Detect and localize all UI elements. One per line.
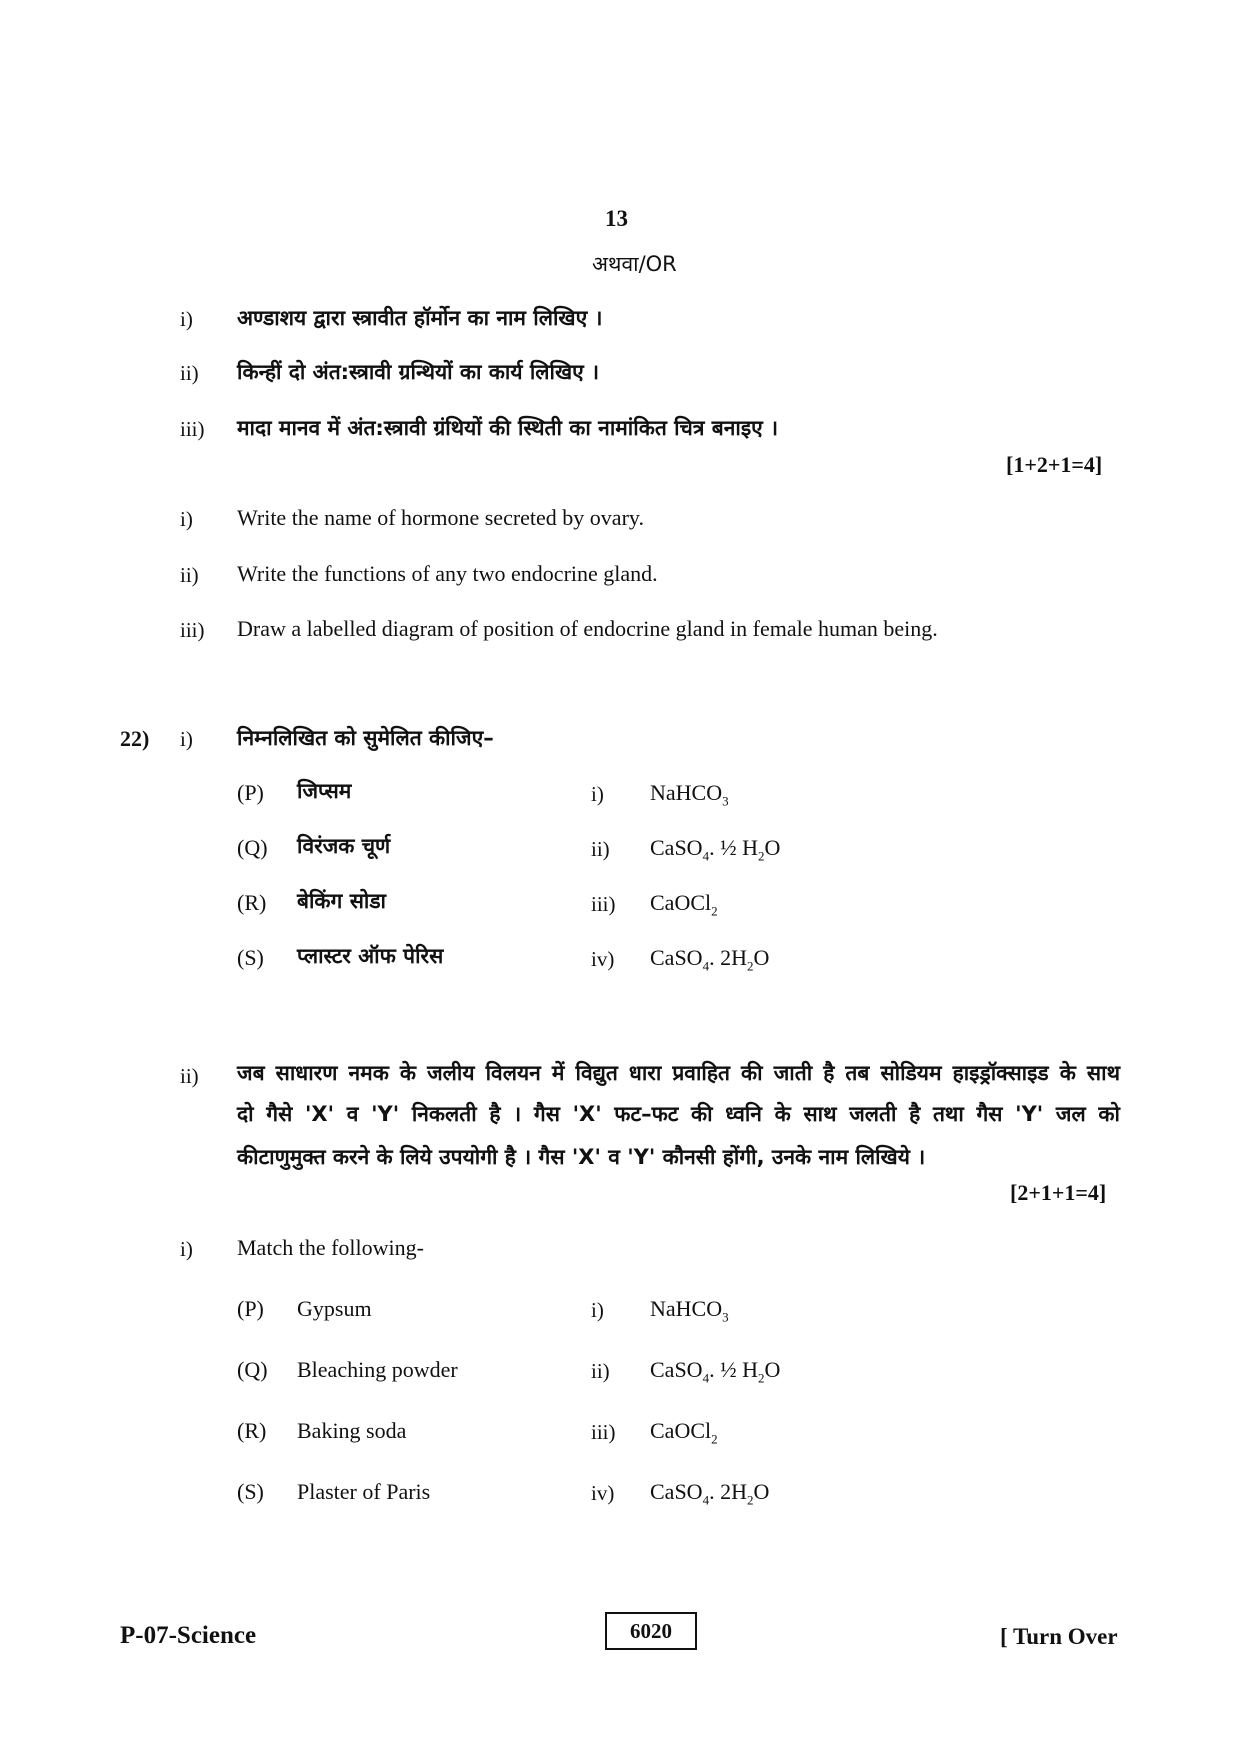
- formula-caocl2: CaOCl$_2$: [650, 1418, 718, 1447]
- question-number: ii): [180, 361, 199, 385]
- match-key: (R): [237, 1418, 267, 1443]
- marks-label: [1+2+1=4]: [1006, 452, 1103, 477]
- match-key: (Q): [237, 835, 268, 860]
- match-item: बेकिंग सोडा: [297, 889, 387, 913]
- match-option: iv): [591, 1481, 615, 1505]
- question-part-number: i): [180, 1237, 193, 1261]
- formula-nahco3: NaHCO$_3$: [650, 1296, 729, 1325]
- question-paragraph-line: दो गैसे 'X' व 'Y' निकलती है । गैस 'X' फट–फट की ध्वनि के साथ जलती है तथा गैस 'Y' जल को: [237, 1102, 1120, 1126]
- match-item: Baking soda: [297, 1418, 407, 1443]
- question-paragraph-line: कीटाणुमुक्त करने के लिये उपयोगी है । गैस 'X' व 'Y' कौनसी होंगी, उनके नाम लिखिये ।: [237, 1145, 926, 1169]
- match-item: जिप्सम: [297, 779, 352, 803]
- formula-caso4-2h2o: CaSO$_4$. $2H_2O$: [650, 1479, 770, 1508]
- question-text: Draw a labelled diagram of position of endocrine gland in female human being.: [237, 616, 938, 641]
- match-option: iv): [591, 947, 615, 971]
- question-text: निम्नलिखित को सुमेलित कीजिए–: [237, 726, 494, 750]
- question-part-number: ii): [180, 1064, 199, 1088]
- formula-nahco3: NaHCO$_3$: [650, 780, 729, 809]
- match-item: प्लास्टर ऑफ पेरिस: [297, 944, 444, 968]
- question-part-number: i): [180, 727, 193, 751]
- question-text: अण्डाशय द्वारा स्त्रावीत हॉर्मोन का नाम लिखिए ।: [237, 306, 603, 330]
- formula-caso4-half-h2o: CaSO$_4$. ½ $H_2O$: [650, 835, 781, 864]
- match-item: Bleaching powder: [297, 1357, 458, 1382]
- formula-caso4-2h2o: CaSO$_4$. $2H_2O$: [650, 945, 770, 974]
- question-number: iii): [180, 417, 205, 441]
- match-option: ii): [591, 1359, 610, 1383]
- match-option: i): [591, 1298, 604, 1322]
- question-text: Match the following-: [237, 1235, 424, 1260]
- turn-over-label: [ Turn Over: [1000, 1624, 1118, 1649]
- match-option: iii): [591, 892, 616, 916]
- formula-caso4-half-h2o: CaSO$_4$. ½ $H_2O$: [650, 1357, 781, 1386]
- match-key: (P): [237, 1296, 264, 1321]
- match-option: i): [591, 782, 604, 806]
- question-number: iii): [180, 618, 205, 642]
- or-label: अथवा/OR: [592, 252, 677, 276]
- match-item: Plaster of Paris: [297, 1479, 431, 1504]
- match-key: (S): [237, 945, 264, 970]
- paper-code: P-07-Science: [120, 1622, 257, 1649]
- match-option: iii): [591, 1420, 616, 1444]
- match-option: ii): [591, 837, 610, 861]
- question-paragraph-line: जब साधारण नमक के जलीय विलयन में विद्युत धारा प्रवाहित की जाती है तब सोडियम हाइड्रॉक्साइड के साथ: [237, 1061, 1120, 1085]
- question-number: i): [180, 507, 193, 531]
- question-number: i): [180, 307, 193, 331]
- match-key: (P): [237, 780, 264, 805]
- match-key: (R): [237, 890, 267, 915]
- question-text: किन्हीं दो अंत:स्त्रावी ग्रन्थियों का कार्य लिखिए ।: [237, 360, 600, 384]
- match-key: (Q): [237, 1357, 268, 1382]
- match-item: Gypsum: [297, 1296, 372, 1321]
- formula-caocl2: CaOCl$_2$: [650, 890, 718, 919]
- match-item: विरंजक चूर्ण: [297, 834, 391, 858]
- page-number: 13: [605, 206, 628, 231]
- marks-label: [2+1+1=4]: [1010, 1180, 1107, 1205]
- question-number: ii): [180, 563, 199, 587]
- question-text: मादा मानव में अंत:स्त्रावी ग्रंथियों की स्थिती का नामांकित चित्र बनाइए ।: [237, 416, 779, 440]
- question-text: Write the functions of any two endocrine gland.: [237, 561, 658, 586]
- question-number-22: 22): [120, 726, 150, 751]
- question-text: Write the name of hormone secreted by ovary.: [237, 505, 644, 530]
- page-code-box: 6020: [605, 1612, 697, 1650]
- match-key: (S): [237, 1479, 264, 1504]
